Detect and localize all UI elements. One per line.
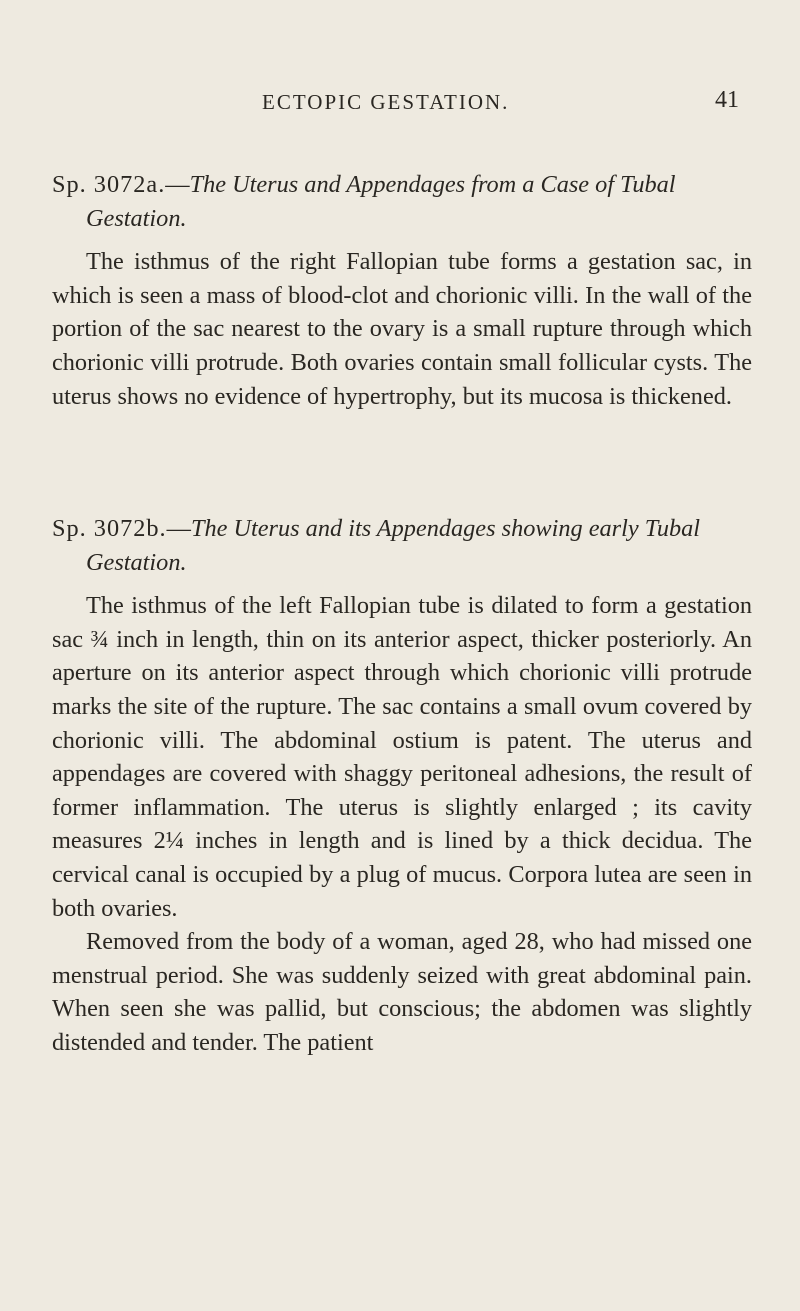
specimen-heading xyxy=(52,512,752,579)
specimen-3072a xyxy=(52,168,752,413)
page-number: 41 xyxy=(715,87,739,113)
specimen-number: Sp. 3072a. xyxy=(52,171,166,198)
specimen-number: Sp. 3072b. xyxy=(52,515,167,542)
clinical-history: Removed from the body of a woman, aged 28, who had missed one menstrual period. She was suddenly seized with great abdominal pain. When seen she was pallid, but conscious; the abdomen was slightly distended and tender. The patient xyxy=(52,928,752,1056)
running-title: ECTOPIC GESTATION. xyxy=(262,90,510,114)
specimen-heading xyxy=(52,168,752,235)
specimen-3072b xyxy=(52,512,752,1060)
heading-dash: — xyxy=(165,171,190,198)
specimen-description: The isthmus of the left Fallopian tube is dilated to form a gestation sac ¾ inch in length, thin on its anterior aspect, thicker posteriorly. An aperture on its anterior aspect through which chorionic villi protrude marks the site of the rupture. The sac contains a small ovum covered by chorionic villi. The abdominal ostium is patent. The uterus and appendages are covered with shaggy peritoneal adhesions, the result of former inflammation. The uterus is slightly enlarged ; its cavity measures 2¼ inches in length and is lined by a thick decidua. The cervical canal is occupied by a plug of mucus. Corpora lutea are seen in both ovaries. xyxy=(52,592,752,922)
specimen-title: The Uterus and Appendages from a Case of Tubal Gestation. xyxy=(86,171,676,232)
specimen-description: The isthmus of the right Fallopian tube forms a gestation sac, in which is seen a mass of blood-clot and chorionic villi. In the wall of the portion of the sac nearest to the ovary is a small rupture through which chorionic villi protrude. Both ovaries contain small follicular cysts. The uterus shows no evidence of hypertrophy, but its mucosa is thickened. xyxy=(52,248,752,410)
specimen-title: The Uterus and its Appendages showing early Tubal Gestation. xyxy=(86,515,701,576)
running-head xyxy=(0,87,800,120)
heading-dash: — xyxy=(166,515,191,542)
